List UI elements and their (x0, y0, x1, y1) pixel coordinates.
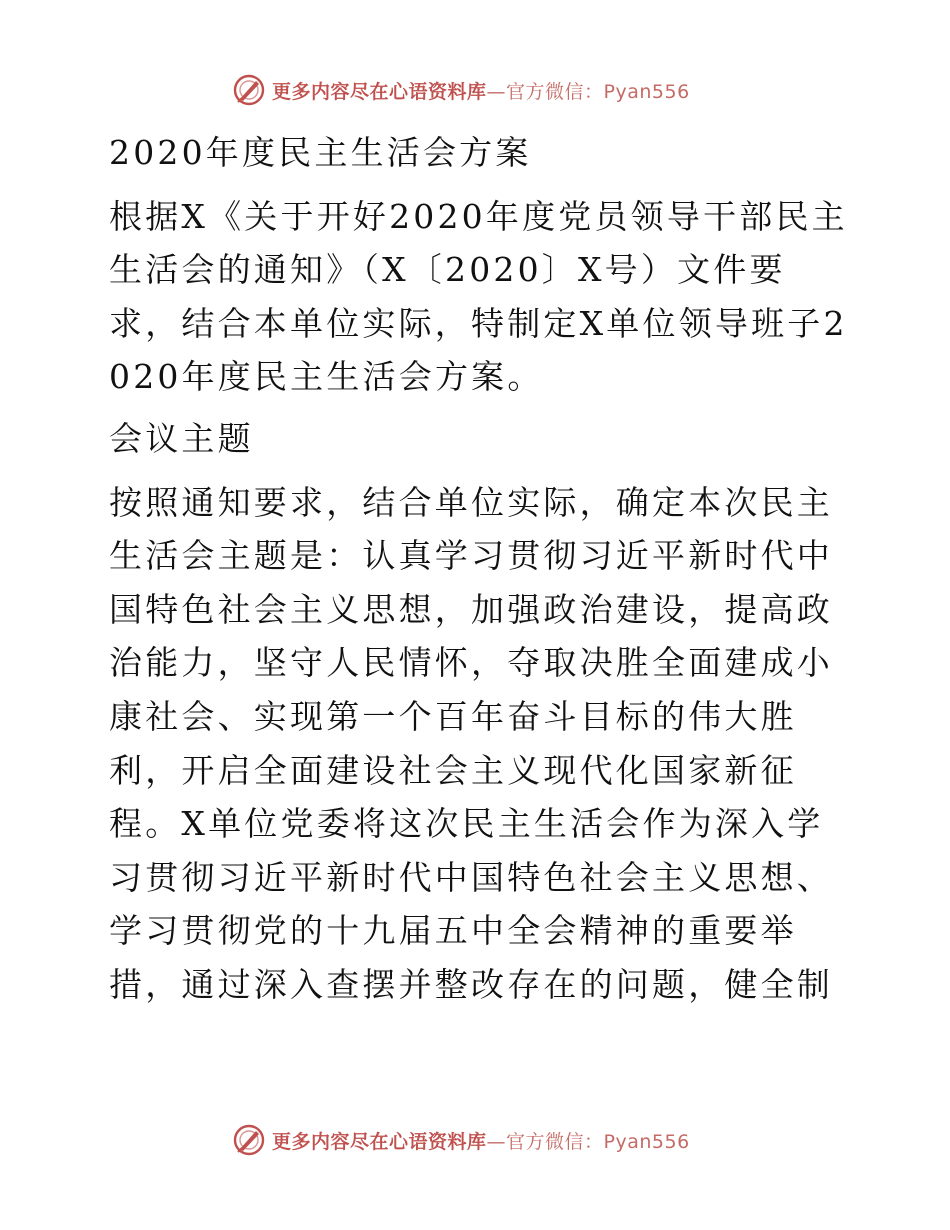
banner-separator: — (486, 80, 507, 103)
banner-separator: — (486, 1130, 507, 1153)
banner-main-text: 更多内容尽在心语资料库 (272, 1130, 487, 1153)
banner-wechat-text: 官方微信：Pyan556 (506, 80, 690, 103)
footer-watermark-banner (232, 1120, 752, 1160)
banner-main-text: 更多内容尽在心语资料库 (272, 80, 487, 103)
paragraph-intro: 根据X《关于开好2020年度党员领导干部民主生活会的通知》（X〔2020〕X号）文件要求，结合本单位实际，特制定X单位领导班子2020年度民主生活会方案。 (109, 196, 848, 397)
section-heading-theme: 会议主题 (109, 418, 254, 458)
quill-logo-icon (232, 73, 266, 107)
document-title: 2020年度民主生活会方案 (109, 133, 532, 172)
header-watermark-banner (232, 70, 752, 110)
document-body (97, 120, 857, 1012)
quill-logo-icon (232, 1123, 266, 1157)
banner-wechat-text: 官方微信：Pyan556 (506, 1130, 690, 1153)
paragraph-theme: 按照通知要求，结合单位实际，确定本次民主生活会主题是：认真学习贯彻习近平新时代中国特色社会主义思想，加强政治建设，提高政治能力，坚守人民情怀，夺取决胜全面建成小康社会、实现第一个百年奋斗目标的伟大胜利，开启全面建设社会主义现代化国家新征程。X单位党委将这次民主生活会作为深入学习贯彻习近平新时代中国特色社会主义思想、学习贯彻党的十九届五中全会精神的重要举措，通过深入查摆并整改存在的问题，健全制 (109, 482, 833, 1004)
